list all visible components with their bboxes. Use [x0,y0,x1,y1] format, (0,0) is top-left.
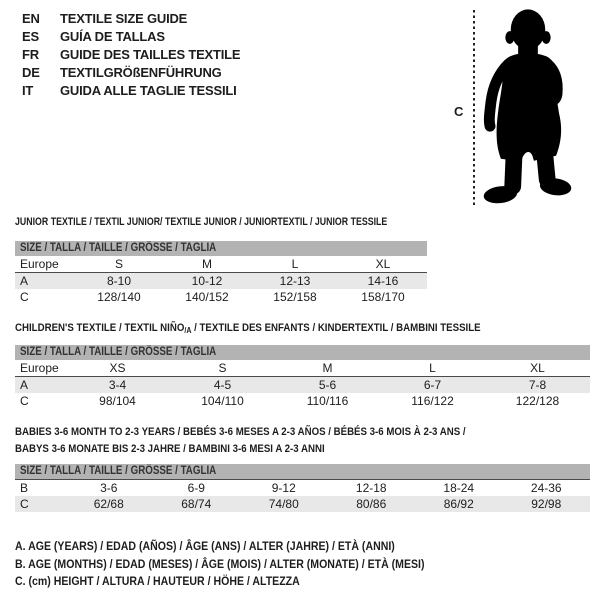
size-header-text: SIZE / TALLA / TAILLE / GRÖSSE / TAGLIA [20,346,217,358]
row-label-cell: A [15,377,65,394]
table-title [15,424,590,458]
value-cell: L [380,360,485,377]
value-cell: 24-36 [530,481,562,495]
title-subscript: /A [184,326,192,335]
value-cell: 98/104 [99,394,136,408]
value-cell: M [163,256,251,273]
row-label-cell: Europe [15,256,75,273]
value-cell: 7-8 [485,377,590,394]
language-row [22,64,240,82]
value-cell: 3-4 [65,377,170,394]
value-cell: S [170,360,275,377]
guide-title: TEXTILE SIZE GUIDE [60,11,188,26]
value-cell: 140/152 [185,290,229,304]
size-header-text: SIZE / TALLA / TAILLE / GRÖSSE / TAGLIA [20,465,217,477]
value-cell: XL [485,360,590,377]
language-code: EN [22,11,40,26]
value-cell: 104/110 [201,394,244,408]
babies-size-table [15,480,590,512]
table-title [15,322,590,336]
table-row [15,393,590,409]
value-cell: L [251,256,339,273]
size-header-text: SIZE / TALLA / TAILLE / GRÖSSE / TAGLIA [20,242,217,254]
language-list [22,10,240,100]
language-row [22,10,240,28]
legend-item: B. AGE (MONTHS) / EDAD (MESES) / ÂGE (MOIS) / ALTER (MONATE) / ETÀ (MESI) [15,556,425,571]
language-code: DE [22,65,40,80]
language-code: IT [22,83,34,98]
babies-table-section [15,424,590,512]
value-cell: 10-12 [163,273,251,290]
value-cell: 9-12 [271,481,296,495]
value-cell: 14-16 [339,273,427,290]
value-cell: 4-5 [170,377,275,394]
value-cell: 5-6 [275,377,380,394]
value-cell: 116/122 [411,394,454,408]
legend [15,538,480,591]
value-cell: 6-7 [380,377,485,394]
height-measure-label: C [454,104,464,119]
guide-title: GUIDA ALLE TAGLIE TESSILI [60,83,237,98]
table-row [15,256,427,273]
table-row [15,480,590,496]
language-code: ES [22,29,39,44]
value-cell: 110/116 [306,394,349,408]
table-title-line1: BABIES 3-6 MONTH TO 2-3 YEARS / BEBÉS 3-6 MESES A 2-3 AÑOS / BÉBÉS 3-6 MOIS À 2-3 ANS / [15,426,466,438]
value-cell: 68/74 [153,496,241,512]
value-cell: 3-6 [100,481,118,495]
value-cell: 158/170 [361,290,405,304]
guide-title: GUIDE DES TAILLES TEXTILE [60,47,241,62]
value-cell: XS [65,360,170,377]
value-cell: 12-13 [251,273,339,290]
value-cell: 86/92 [415,496,503,512]
value-cell: 62/68 [65,496,153,512]
table-title-text: JUNIOR TEXTILE / TEXTIL JUNIOR/ TEXTILE JUNIOR / JUNIORTEXTIL / JUNIOR TESSILE [15,216,388,228]
row-label-cell: B [20,481,29,495]
value-cell: 18-24 [443,481,475,495]
value-cell: XL [339,256,427,273]
value-cell: 8-10 [75,273,163,290]
row-label-cell: Europe [15,360,65,377]
baby-silhouette-icon [470,5,585,207]
table-title-text: CHILDREN'S TEXTILE / TEXTIL $NIÑO_{/A}$ / TEXTILE DES ENFANTS / KINDERTEXTIL / BAMBINI TESSILE [15,322,481,335]
table-row [15,360,590,377]
legend-item: C. (cm) HEIGHT / ALTURA / HAUTEUR / HÖHE / ALTEZZA [15,574,300,588]
guide-title: GUÍA DE TALLAS [60,29,165,44]
language-row [22,82,240,100]
junior-size-table [15,256,427,305]
value-cell: 128/140 [97,290,141,304]
figure-area [440,0,600,215]
value-cell: 122/128 [515,394,560,408]
language-code: FR [22,47,39,62]
children-size-table [15,360,590,409]
table-row [15,496,590,512]
row-label-cell: C [20,290,29,304]
size-header-bar [15,241,427,256]
guide-title: TEXTILGRÖßENFÜHRUNG [60,65,222,80]
value-cell: 92/98 [503,496,591,512]
value-cell: 80/86 [328,496,416,512]
row-label-cell: C [15,496,65,512]
language-row [22,46,240,64]
value-cell: S [75,256,163,273]
table-row [15,377,590,394]
table-row [15,273,427,290]
table-row [15,289,427,305]
value-cell: 6-9 [187,481,205,495]
table-title [15,216,427,230]
row-label-cell: A [15,273,75,290]
children-table-section [15,322,590,409]
table-title-line2: BABYS 3-6 MONATE BIS 2-3 JAHRE / BAMBINI 3-6 MESI A 2-3 ANNI [15,443,325,455]
value-cell: 12-18 [355,481,387,495]
junior-table-section [15,216,427,305]
language-row [22,28,240,46]
size-header-bar [15,464,590,480]
size-header-bar [15,345,590,360]
row-label-cell: C [20,394,29,408]
value-cell: 74/80 [240,496,328,512]
value-cell: 152/158 [273,290,317,304]
legend-item: A. AGE (YEARS) / EDAD (AÑOS) / ÂGE (ANS) / ALTER (JAHRE) / ETÀ (ANNI) [15,539,395,553]
value-cell: M [275,360,380,377]
